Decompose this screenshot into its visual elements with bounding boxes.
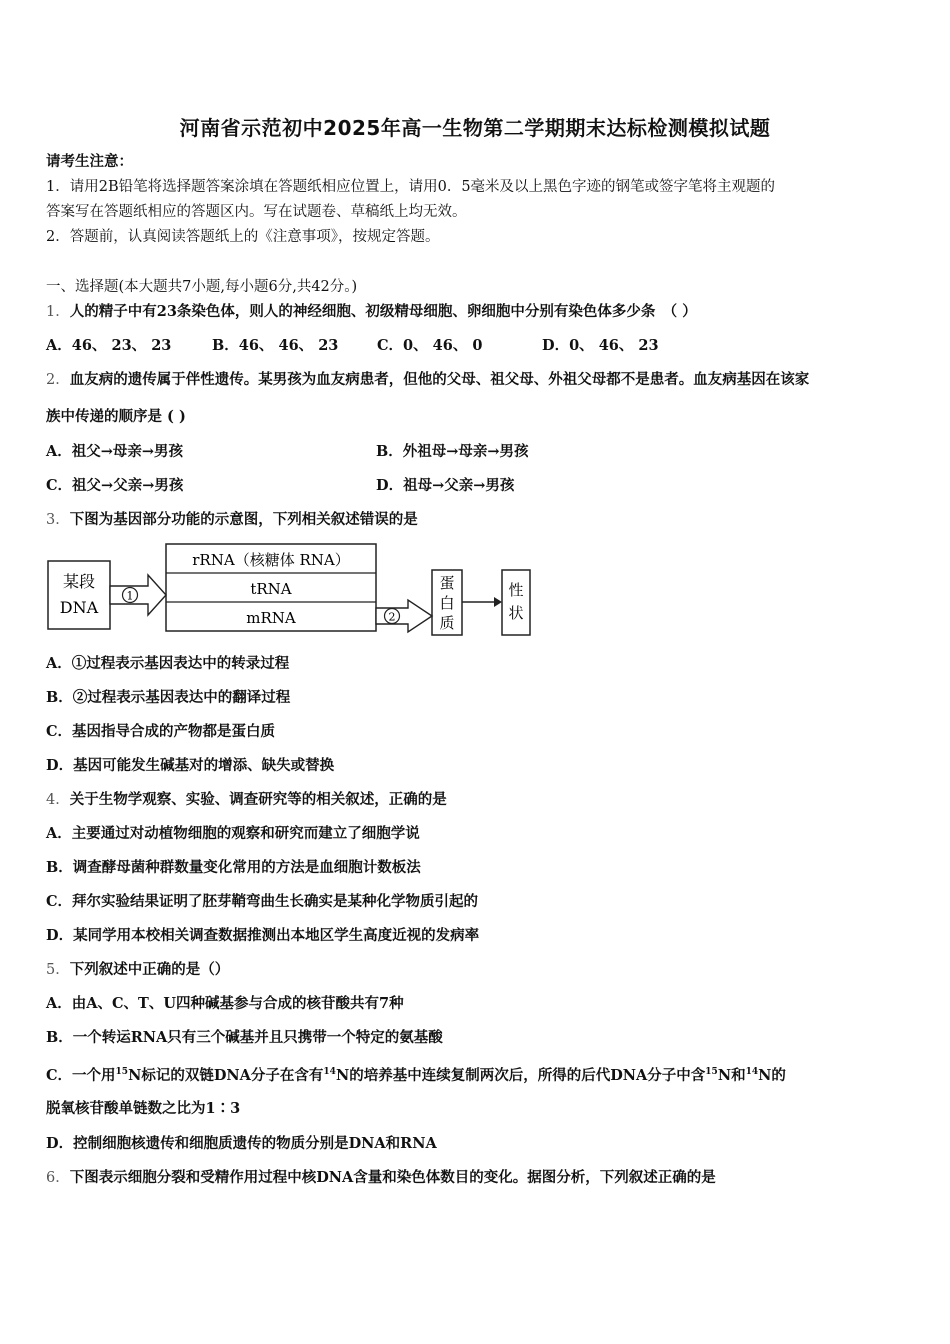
notice-item-1a: 1．请用2B铅笔将选择题答案涂填在答题纸相应位置上，请用0．5毫米及以上黑色字迹的钢笔或签字笔将主观题的 (46, 179, 776, 195)
q4-option-a[interactable]: A．主要通过对动植物细胞的观察和研究而建立了细胞学说 (46, 825, 420, 842)
question-number: 4． (46, 792, 70, 808)
q5-option-d[interactable]: D．控制细胞核遗传和细胞质遗传的物质分别是DNA和RNA (46, 1135, 437, 1152)
notice-heading: 请考生注意： (46, 153, 133, 170)
q5-option-b[interactable]: B．一个转运RNA只有三个碱基并且只携带一个特定的氨基酸 (46, 1029, 443, 1046)
dna-label-2: DNA (59, 598, 99, 617)
q5-c-text-3: N的培养基中连续复制两次后，所得的后代DNA分子中含 (335, 1067, 706, 1084)
q1-option-c[interactable]: C．0、 46、 0 (377, 337, 483, 354)
q2-option-d[interactable]: D．祖母→父亲→男孩 (376, 477, 515, 494)
question-number: 5． (46, 962, 70, 978)
question-6 (46, 1168, 910, 1188)
notice-item-1b: 答案写在答题纸相应的答题区内。写在试题卷、草稿纸上均无效。 (46, 204, 467, 220)
q2-option-b[interactable]: B．外祖母→母亲→男孩 (376, 443, 529, 460)
question-number: 2． (46, 372, 70, 388)
isotope-15-sup: 15 (115, 1067, 129, 1077)
question-number: 1． (46, 304, 70, 320)
dna-label-1: 某段 (62, 572, 96, 591)
question-3 (46, 510, 910, 530)
isotope-15-sup: 15 (705, 1067, 718, 1077)
rrna-label: rRNA（核糖体 RNA） (192, 551, 350, 569)
q5-c-text-1: C．一个用 (46, 1067, 116, 1084)
question-4 (46, 790, 910, 810)
q1-option-d[interactable]: D．0、 46、 23 (542, 337, 659, 354)
q5-option-c-cont: 脱氧核苷酸单链数之比为1∶3 (46, 1100, 241, 1117)
q1-option-a[interactable]: A．46、 23、 23 (46, 337, 172, 354)
section-heading: 一、选择题(本大题共7小题,每小题6分,共42分。) (46, 279, 358, 295)
q3-option-d[interactable]: D．基因可能发生碱基对的增添、缺失或替换 (46, 757, 335, 774)
question-number: 6． (46, 1170, 70, 1186)
question-5 (46, 960, 910, 980)
page-title: 河南省示范初中2025年高一生物第二学期期末达标检测模拟试题 (179, 116, 771, 140)
question-stem: 人的精子中有23条染色体，则人的神经细胞、初级精母细胞、卵细胞中分别有染色体多少条 （ ） (69, 303, 697, 320)
question-stem: 血友病的遗传属于伴性遗传。某男孩为血友病患者，但他的父母、祖父母、外祖父母都不是患者。血友病基因在该家 (69, 371, 810, 388)
q2-option-c[interactable]: C．祖父→父亲→男孩 (46, 477, 184, 494)
notice-item-2: 2．答题前，认真阅读答题纸上的《注意事项》，按规定答题。 (46, 229, 440, 245)
isotope-14-sup: 14 (745, 1067, 759, 1077)
question-number: 3． (46, 512, 70, 528)
question-stem: 下列叙述中正确的是（） (69, 961, 230, 978)
question-stem: 下图表示细胞分裂和受精作用过程中核DNA含量和染色体数目的变化。据图分析，下列叙述正确的是 (69, 1169, 716, 1186)
question-2 (46, 370, 910, 390)
q4-option-b[interactable]: B．调查酵母菌种群数量变化常用的方法是血细胞计数板法 (46, 859, 421, 876)
mrna-label: mRNA (246, 609, 296, 627)
q1-option-b[interactable]: B．46、 46、 23 (212, 337, 339, 354)
trna-label: tRNA (250, 580, 292, 598)
step-2-label: 2 (388, 610, 396, 624)
q5-option-c[interactable] (46, 1062, 786, 1086)
question-1 (46, 302, 910, 322)
isotope-14-sup: 14 (323, 1067, 336, 1077)
trait-label-1: 性 (508, 581, 524, 599)
q5-c-text-2: N标记的双链DNA分子在含有 (128, 1067, 324, 1084)
gene-function-diagram (46, 540, 536, 638)
q5-c-text-4: N和 (717, 1067, 746, 1084)
q4-option-c[interactable]: C．拜尔实验结果证明了胚芽鞘弯曲生长确实是某种化学物质引起的 (46, 893, 479, 910)
step-1-label: 1 (126, 589, 134, 603)
protein-label-1: 蛋 (439, 574, 455, 592)
q3-option-a[interactable]: A．①过程表示基因表达中的转录过程 (46, 655, 290, 672)
q3-option-c[interactable]: C．基因指导合成的产物都是蛋白质 (46, 723, 276, 740)
q5-c-text-5: N的 (758, 1067, 786, 1084)
question-stem: 关于生物学观察、实验、调查研究等的相关叙述，正确的是 (69, 791, 447, 808)
trait-box (502, 570, 530, 635)
q2-option-a[interactable]: A．祖父→母亲→男孩 (46, 443, 184, 460)
q3-option-b[interactable]: B．②过程表示基因表达中的翻译过程 (46, 689, 291, 706)
question-2-cont: 族中传递的顺序是 ( ) (46, 408, 186, 425)
question-stem: 下图为基因部分功能的示意图，下列相关叙述错误的是 (69, 511, 418, 528)
protein-label-2: 白 (439, 594, 455, 612)
protein-label-3: 质 (439, 614, 455, 632)
arrow-3-head (494, 597, 502, 607)
q4-option-d[interactable]: D．某同学用本校相关调查数据推测出本地区学生高度近视的发病率 (46, 927, 480, 944)
q5-option-a[interactable]: A．由A、C、T、U四种碱基参与合成的核苷酸共有7种 (46, 995, 404, 1012)
trait-label-2: 状 (508, 604, 524, 622)
